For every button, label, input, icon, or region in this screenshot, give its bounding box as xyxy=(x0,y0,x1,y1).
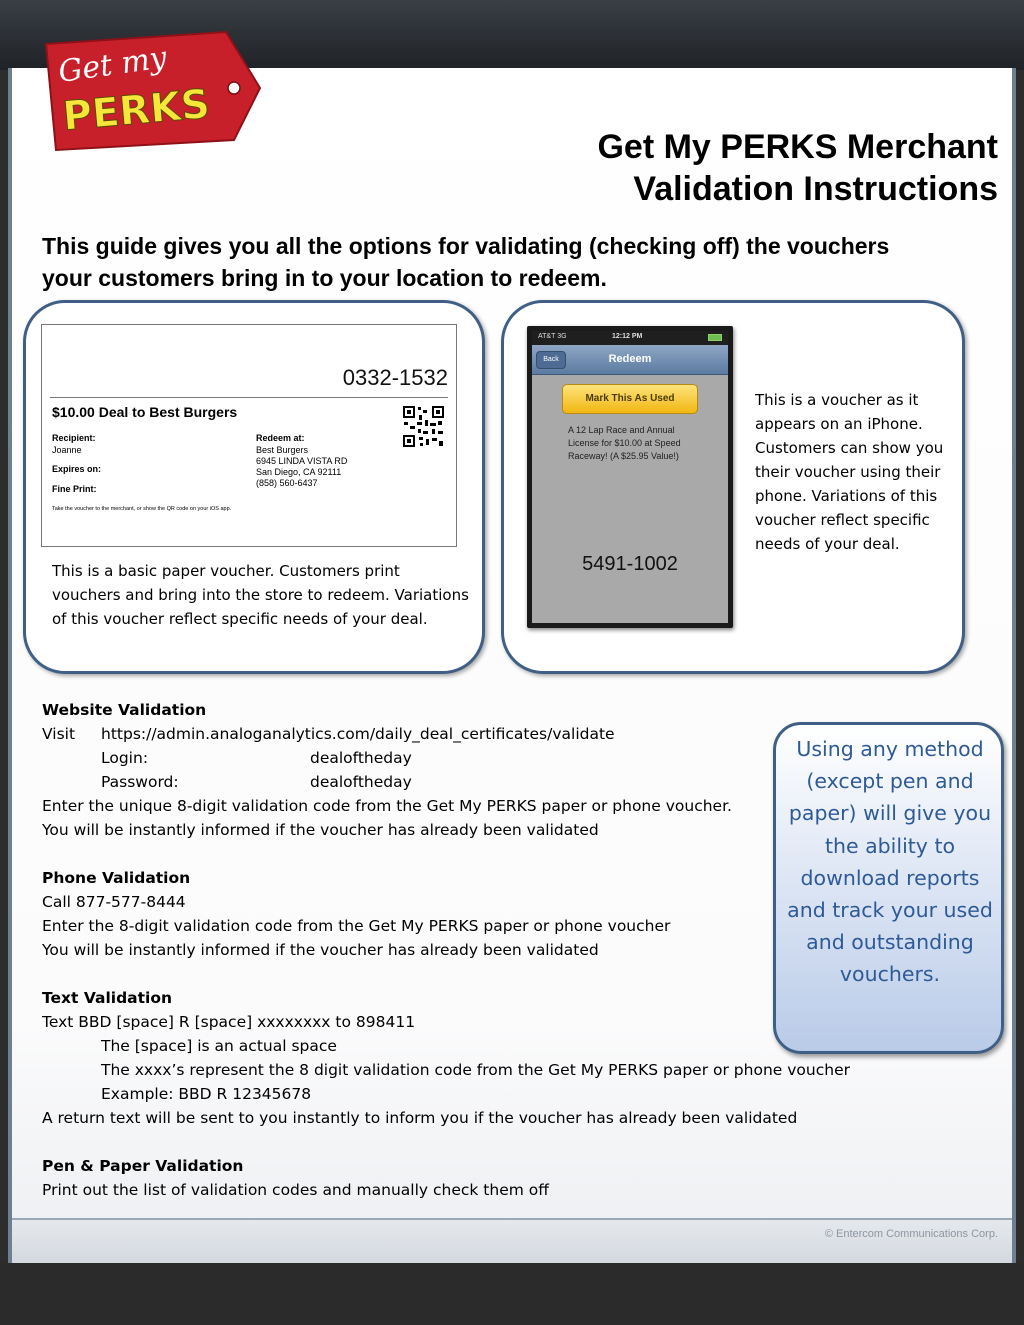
website-url-line: Visit https://admin.analoganalytics.com/daily_deal_certificates/validate xyxy=(42,725,615,743)
phone-voucher-caption: This is a voucher as it appears on an iPhone. Customers can show you their voucher using their phone. Variations of this voucher reflect specific needs of your deal. xyxy=(755,391,944,553)
callout-text: Using any method (except pen and paper) will give you the ability to download reports and track your used and outstanding vouchers. xyxy=(787,737,993,987)
recipient-value: Joanne xyxy=(52,445,82,455)
validation-url: https://admin.analoganalytics.com/daily_deal_certificates/validate xyxy=(101,725,615,743)
phone-line-3: You will be instantly informed if the voucher has already been validated xyxy=(42,941,599,959)
nav-title: Redeem xyxy=(608,353,652,365)
text-validation-heading: Text Validation xyxy=(42,989,173,1007)
validation-instructions xyxy=(42,698,850,1202)
carrier-text: AT&T 3G xyxy=(538,333,567,340)
text-line-5: A return text will be sent to you instantly to inform you if the voucher has already been validated xyxy=(42,1109,798,1127)
phone-voucher-code: 5491-1002 xyxy=(582,553,678,575)
status-bar xyxy=(532,331,728,345)
iphone-mockup xyxy=(527,326,733,628)
mark-as-used-button[interactable]: Mark This As Used xyxy=(562,384,698,414)
text-line-1: Text BBD [space] R [space] xxxxxxxx to 898411 xyxy=(42,1013,416,1031)
phone-nav-bar xyxy=(532,345,728,375)
phone-line-1: Call 877-577-8444 xyxy=(42,893,186,911)
voucher-code: 0332-1532 xyxy=(342,365,448,390)
voucher-deal: $10.00 Deal to Best Burgers xyxy=(52,404,238,420)
qr-code-icon xyxy=(402,405,445,448)
login-line: Login: dealoftheday xyxy=(101,749,412,767)
recipient-label: Recipient: xyxy=(52,433,96,443)
website-line-1: Enter the unique 8-digit validation code from the Get My PERKS paper or phone voucher. xyxy=(42,797,732,815)
callout-box xyxy=(773,722,1004,1054)
svg-text:Get my: Get my xyxy=(56,40,169,90)
text-line-4: Example: BBD R 12345678 xyxy=(101,1085,312,1103)
paper-voucher-caption: This is a basic paper voucher. Customers print vouchers and bring into the store to redeem. Variations of this voucher reflect specific needs of your deal. xyxy=(52,562,469,628)
footer-band xyxy=(12,1218,1012,1263)
paper-voucher xyxy=(41,324,457,547)
redeem-label: Redeem at: xyxy=(256,433,305,443)
text-line-2: The [space] is an actual space xyxy=(101,1037,337,1055)
intro-text: This guide gives you all the options for validating (checking off) the vouchers your customers bring in to your location to redeem. xyxy=(42,233,890,291)
fine-print-label: Fine Print: xyxy=(52,484,97,494)
divider xyxy=(50,397,448,398)
page-title: Get My PERKS Merchant Validation Instructions xyxy=(597,128,998,208)
redeem-address: Best Burgers 6945 LINDA VISTA RD San Diego, CA 92111 (858) 560-6437 xyxy=(256,445,348,488)
svg-text:PERKS: PERKS xyxy=(60,81,212,140)
expires-label: Expires on: xyxy=(52,464,102,474)
password-line: Password: dealoftheday xyxy=(101,773,412,791)
back-button[interactable]: Back xyxy=(536,351,566,369)
get-my-perks-logo xyxy=(38,30,263,152)
phone-deal-description: A 12 Lap Race and Annual License for $10.00 at Speed Raceway! (A $25.95 Value!) xyxy=(568,425,681,461)
pen-line-1: Print out the list of validation codes and manually check them off xyxy=(42,1181,549,1199)
phone-validation-heading: Phone Validation xyxy=(42,869,191,887)
clock-text: 12:12 PM xyxy=(612,333,643,340)
website-line-2: You will be instantly informed if the voucher has already been validated xyxy=(42,821,599,839)
website-validation-heading: Website Validation xyxy=(42,701,207,719)
phone-line-2: Enter the 8-digit validation code from the Get My PERKS paper or phone voucher xyxy=(42,917,671,935)
pen-validation-heading: Pen & Paper Validation xyxy=(42,1157,244,1175)
phone-screen xyxy=(532,331,728,623)
fine-print-text: Take the voucher to the merchant, or show the QR code on your iOS app. xyxy=(52,506,232,512)
battery-icon xyxy=(708,334,722,341)
text-line-3: The xxxx’s represent the 8 digit validation code from the Get My PERKS paper or phone voucher xyxy=(101,1061,850,1079)
bottom-banner xyxy=(0,1263,1024,1325)
copyright-text: © Entercom Communications Corp. xyxy=(824,1228,998,1240)
